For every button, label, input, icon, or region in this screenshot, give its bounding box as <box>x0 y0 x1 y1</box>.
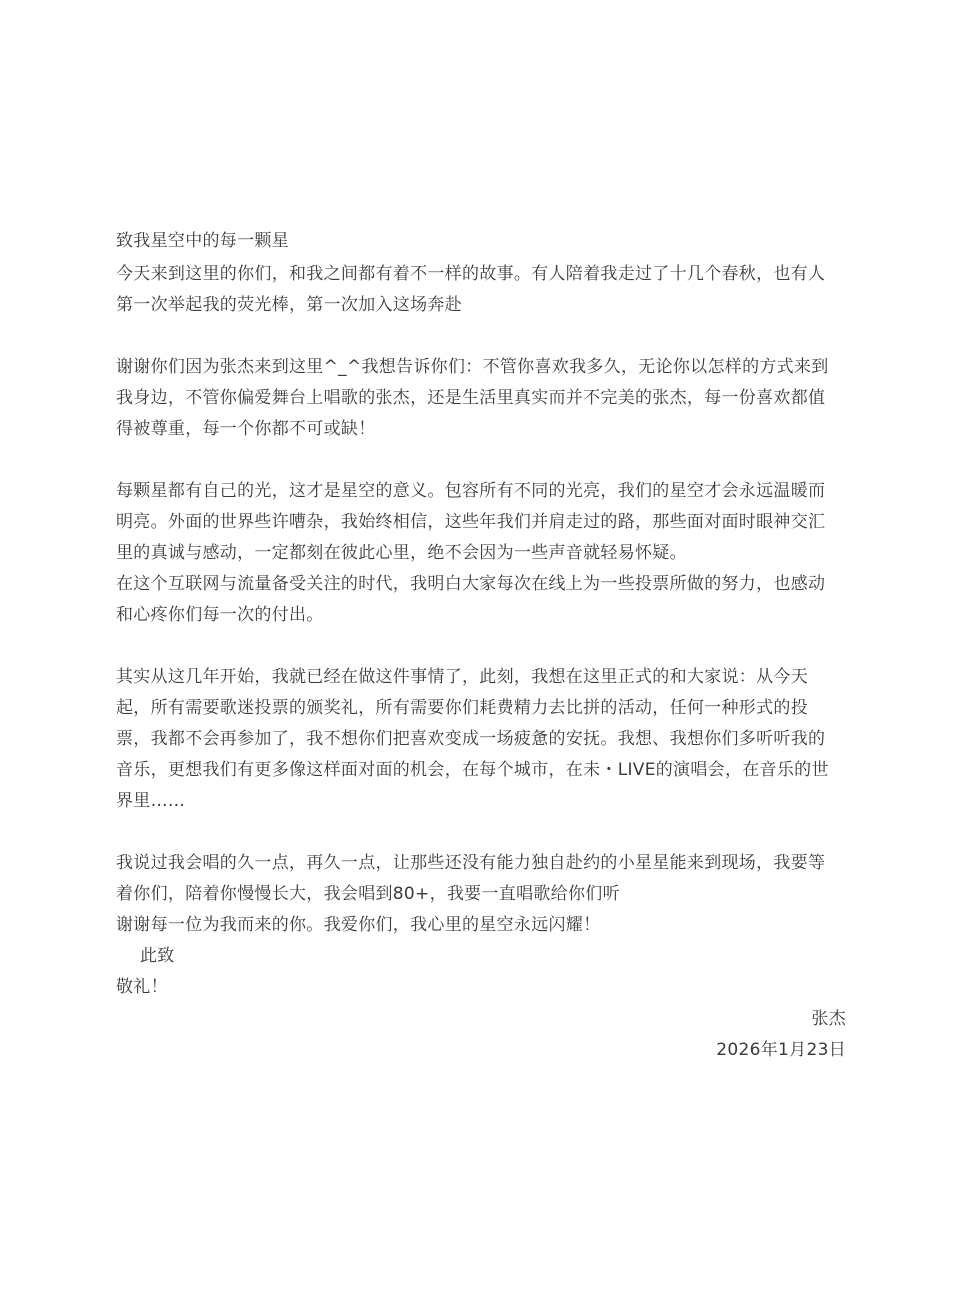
paragraph-line: 和心疼你们每一次的付出。 <box>116 605 324 625</box>
paragraph-6 <box>116 848 846 910</box>
paragraph-spacer <box>116 631 846 662</box>
paragraph-7: 谢谢每一位为我而来的你。我爱你们，我心里的星空永远闪耀！ <box>116 915 601 935</box>
paragraph-line: 票，我都不会再参加了，我不想你们把喜欢变成一场疲惫的安抚。我想、我想你们多听听我的 <box>116 729 826 749</box>
paragraph-line: 明亮。外面的世界些许嘈杂，我始终相信，这些年我们并肩走过的路，那些面对面时眼神交汇 <box>116 512 826 532</box>
paragraph-line: 在这个互联网与流量备受关注的时代，我明白大家每次在线上为一些投票所做的努力，也感动 <box>116 574 826 594</box>
letter-body <box>116 226 846 1066</box>
paragraph-spacer <box>116 817 846 848</box>
paragraph-line: 界里…… <box>116 791 186 811</box>
paragraph-5 <box>116 662 846 817</box>
salutation: 致我星空中的每一颗星 <box>116 231 289 251</box>
paragraph-line: 里的真诚与感动，一定都刻在彼此心里，绝不会因为一些声音就轻易怀疑。 <box>116 543 687 563</box>
paragraph-line: 今天来到这里的你们，和我之间都有着不一样的故事。有人陪着我走过了十几个春秋，也有人 <box>116 264 826 284</box>
paragraph-spacer <box>116 321 846 352</box>
paragraph-line: 我身边，不管你偏爱舞台上唱歌的张杰，还是生活里真实而并不完美的张杰，每一份喜欢都值 <box>116 388 826 408</box>
paragraph-4 <box>116 569 846 631</box>
paragraph-3 <box>116 476 846 569</box>
paragraph-line: 其实从这几年开始，我就已经在做这件事情了，此刻，我想在这里正式的和大家说：从今天 <box>116 667 808 687</box>
closing-jing-li: 敬礼！ <box>116 977 168 997</box>
paragraph-line: 起，所有需要歌迷投票的颁奖礼，所有需要你们耗费精力去比拼的活动，任何一种形式的投 <box>116 698 808 718</box>
paragraph-1 <box>116 259 846 321</box>
closing-ci-zhi: 此致 <box>140 946 175 966</box>
signature-name: 张杰 <box>811 1009 846 1029</box>
paragraph-line: 我说过我会唱的久一点，再久一点，让那些还没有能力独自赴约的小星星能来到现场，我要等 <box>116 853 826 873</box>
paragraph-line: 音乐，更想我们有更多像这样面对面的机会，在每个城市，在未・LIVE的演唱会，在音乐的世 <box>116 760 829 780</box>
paragraph-line: 每颗星都有自己的光，这才是星空的意义。包容所有不同的光亮，我们的星空才会永远温暖而 <box>116 481 826 501</box>
signature-date: 2026年1月23日 <box>716 1040 846 1060</box>
paragraph-line: 得被尊重，每一个你都不可或缺！ <box>116 419 376 439</box>
paragraph-line: 着你们，陪着你慢慢长大，我会唱到80+，我要一直唱歌给你们听 <box>116 884 620 904</box>
paragraph-spacer <box>116 445 846 476</box>
paragraph-line: 谢谢你们因为张杰来到这里^_^我想告诉你们：不管你喜欢我多久，无论你以怎样的方式来到 <box>116 357 829 377</box>
paragraph-2 <box>116 352 846 445</box>
paragraph-line: 第一次举起我的荧光棒，第一次加入这场奔赴 <box>116 295 462 315</box>
